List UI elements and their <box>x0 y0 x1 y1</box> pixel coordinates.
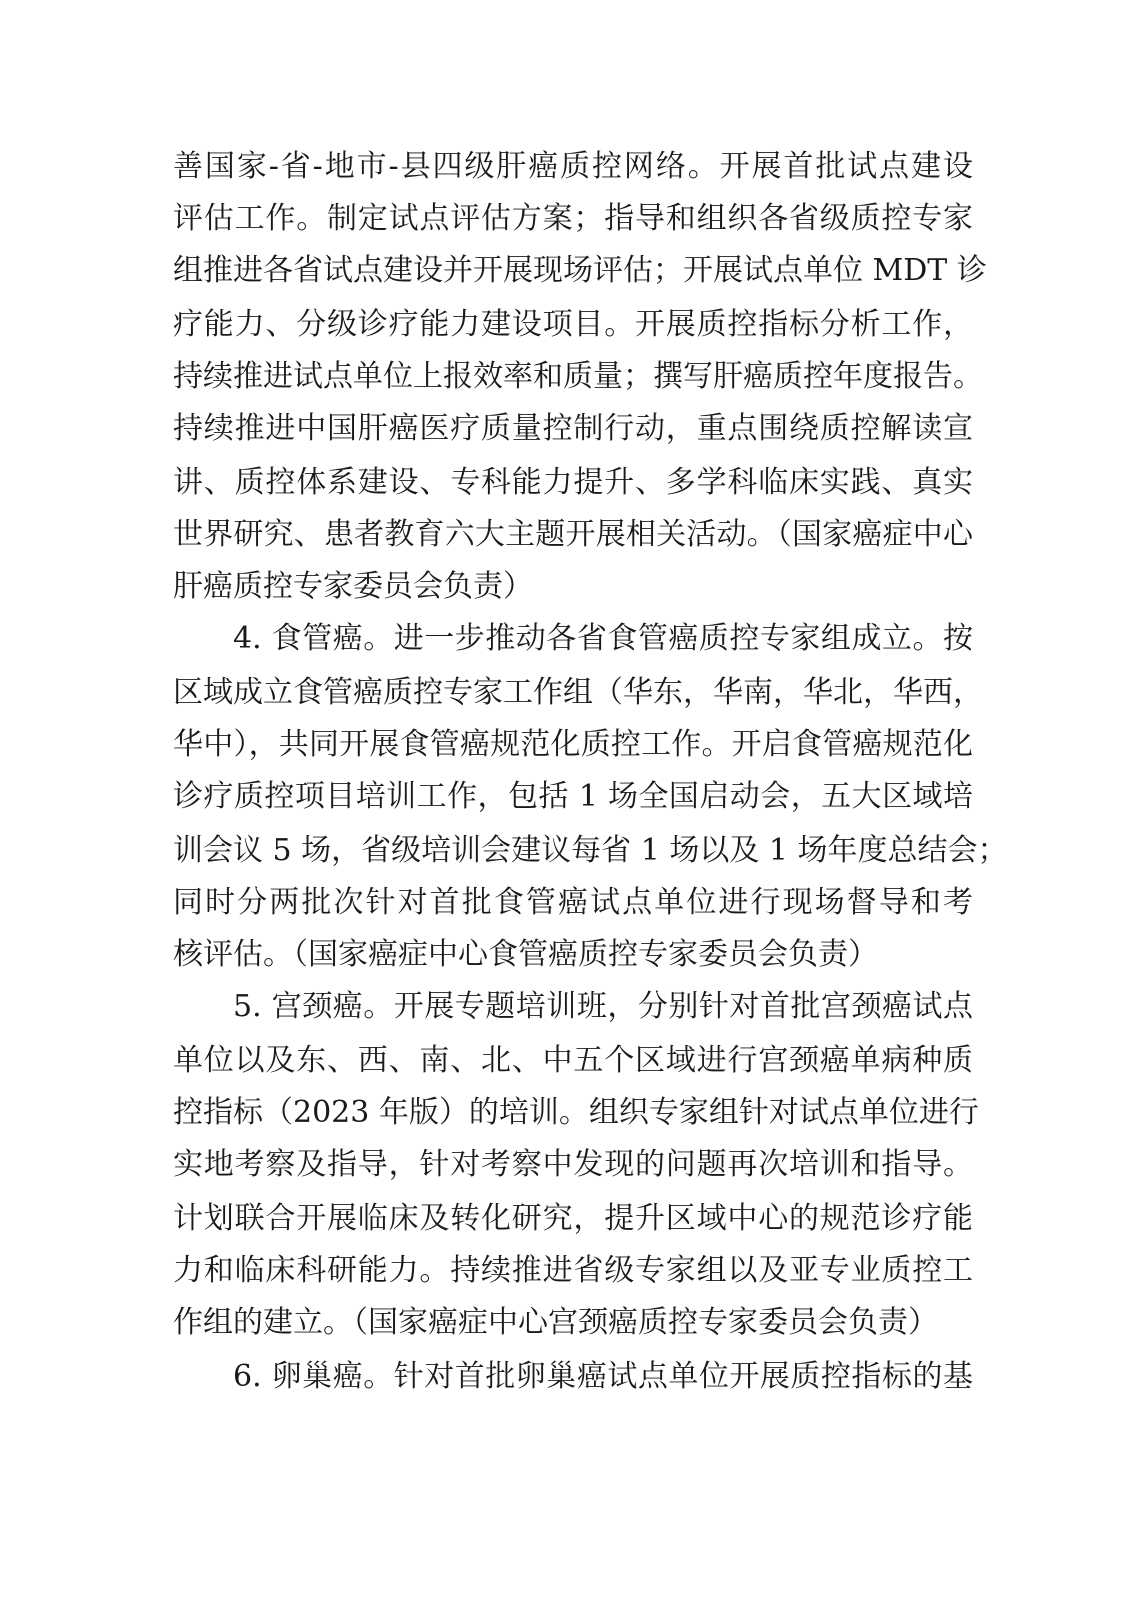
text-line: 实地考察及指导，针对考察中发现的问题再次培训和指导。 <box>173 1147 973 1182</box>
section-heading-esophageal: 4. 食管癌。进一步推动各省食管癌质控专家组成立。按 <box>233 621 973 656</box>
text-line: 评估工作。制定试点评估方案；指导和组织各省级质控专家 <box>173 201 973 236</box>
text-line: 诊疗质控项目培训工作，包括 1 场全国启动会，五大区域培 <box>173 779 973 814</box>
text-line: 同时分两批次针对首批食管癌试点单位进行现场督导和考 <box>173 885 973 920</box>
text-line: 善国家-省-地市-县四级肝癌质控网络。开展首批试点建设 <box>173 149 973 184</box>
text-line: 华中），共同开展食管癌规范化质控工作。开启食管癌规范化 <box>173 727 973 762</box>
text-line: 讲、质控体系建设、专科能力提升、多学科临床实践、真实 <box>173 465 973 500</box>
text-line: 核评估。（国家癌症中心食管癌质控专家委员会负责） <box>173 937 878 972</box>
text-line: 世界研究、患者教育六大主题开展相关活动。（国家癌症中心 <box>173 517 973 552</box>
text-line: 持续推进中国肝癌医疗质量控制行动，重点围绕质控解读宣 <box>173 411 973 446</box>
text-line: 作组的建立。（国家癌症中心宫颈癌质控专家委员会负责） <box>173 1305 938 1340</box>
text-line: 组推进各省试点建设并开展现场评估；开展试点单位 MDT 诊 <box>173 253 987 288</box>
text-line: 区域成立食管癌质控专家工作组（华东，华南，华北，华西， <box>173 675 983 710</box>
section-heading-cervical: 5. 宫颈癌。开展专题培训班，分别针对首批宫颈癌试点 <box>233 989 973 1024</box>
text-line: 肝癌质控专家委员会负责） <box>173 569 533 604</box>
text-line: 计划联合开展临床及转化研究，提升区域中心的规范诊疗能 <box>173 1201 973 1236</box>
text-line: 力和临床科研能力。持续推进省级专家组以及亚专业质控工 <box>173 1253 973 1288</box>
text-line: 疗能力、分级诊疗能力建设项目。开展质控指标分析工作， <box>173 307 973 342</box>
section-heading-ovarian: 6. 卵巢癌。针对首批卵巢癌试点单位开展质控指标的基 <box>233 1359 973 1394</box>
text-line: 单位以及东、西、南、北、中五个区域进行宫颈癌单病种质 <box>173 1043 973 1078</box>
text-line: 持续推进试点单位上报效率和质量；撰写肝癌质控年度报告。 <box>173 359 983 394</box>
text-line: 训会议 5 场，省级培训会建议每省 1 场以及 1 场年度总结会； <box>173 833 1008 868</box>
text-line: 控指标（2023 年版）的培训。组织专家组针对试点单位进行 <box>173 1095 979 1130</box>
